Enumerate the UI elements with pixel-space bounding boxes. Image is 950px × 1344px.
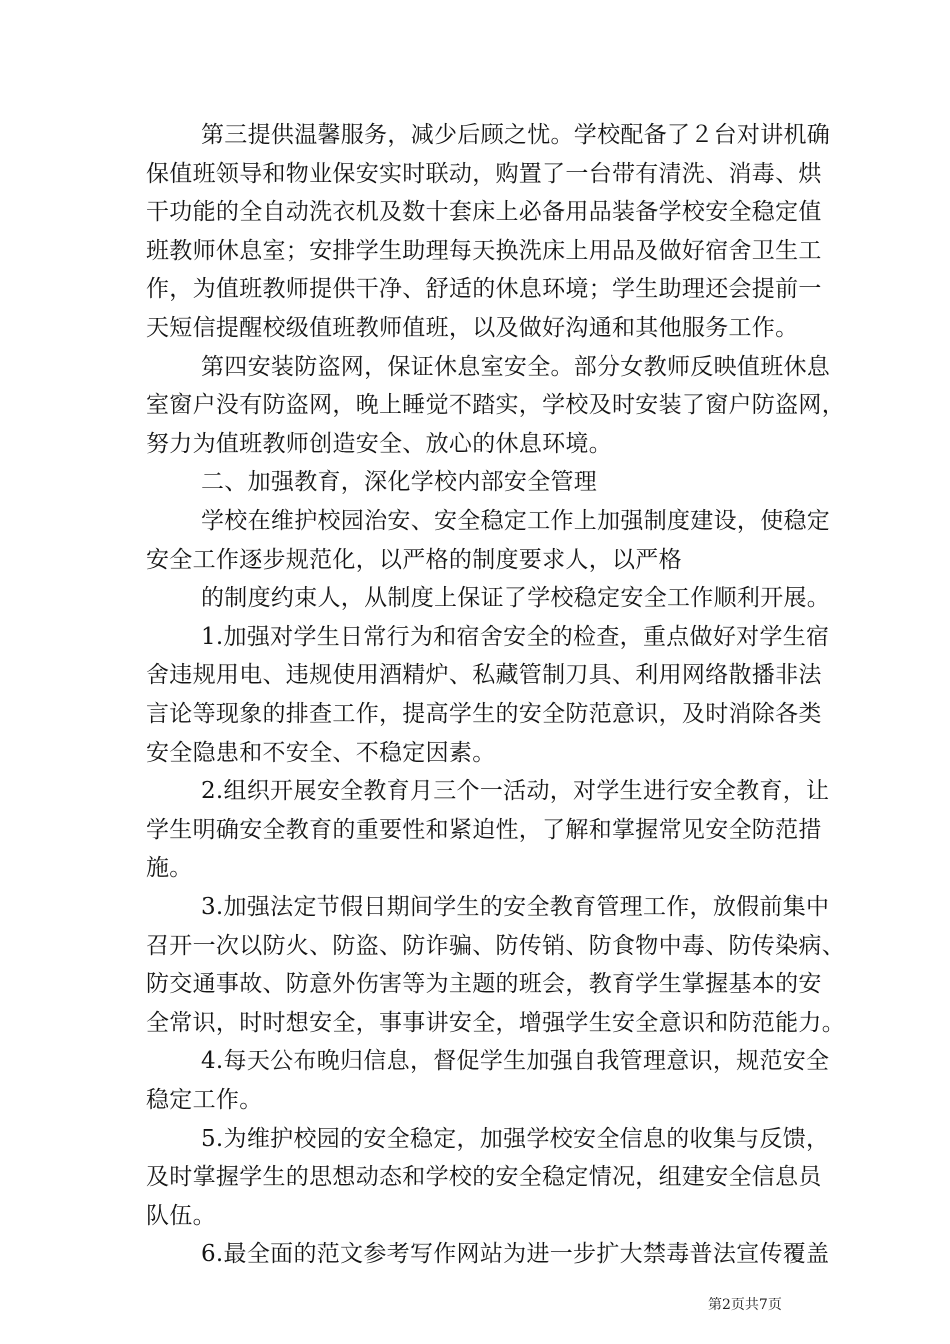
section-heading: 二、加强教育，深化学校内部安全管理 — [201, 469, 598, 495]
body-line-20: 施。 — [146, 855, 193, 881]
body-line-18: 2.组织开展安全教育月三个一活动，对学生进行安全教育，让 — [201, 778, 830, 804]
body-line-6: 天短信提醒校级值班教师值班，以及做好沟通和其他服务工作。 — [146, 315, 799, 341]
body-line-29: 队伍。 — [146, 1203, 216, 1229]
body-line-9: 努力为值班教师创造安全、放心的休息环境。 — [146, 431, 612, 457]
body-line-23: 防交通事故、防意外伤害等为主题的班会，教育学生掌握基本的安 — [146, 971, 822, 997]
body-line-4: 班教师休息室；安排学生助理每天换洗床上用品及做好宿舍卫生工 — [146, 238, 822, 264]
body-line-28: 及时掌握学生的思想动态和学校的安全稳定情况，组建安全信息员 — [146, 1164, 822, 1190]
body-line-1: 第三提供温馨服务，减少后顾之忧。学校配备了２台对讲机确 — [201, 122, 831, 148]
body-line-8: 室窗户没有防盗网，晚上睡觉不踏实，学校及时安装了窗户防盗网， — [146, 392, 845, 418]
body-line-16: 言论等现象的排查工作，提高学生的安全防范意识，及时消除各类 — [146, 701, 822, 727]
body-line-24: 全常识，时时想安全，事事讲安全，增强学生安全意识和防范能力。 — [146, 1010, 845, 1036]
body-line-11: 学校在维护校园治安、安全稳定工作上加强制度建设，使稳定 — [201, 508, 831, 534]
page-number: 第2页共7页 — [708, 1297, 782, 1313]
body-line-3: 干功能的全自动洗衣机及数十套床上必备用品装备学校安全稳定值 — [146, 199, 822, 225]
body-line-2: 保值班领导和物业保安实时联动，购置了一台带有清洗、消毒、烘 — [146, 161, 822, 187]
body-line-5: 作，为值班教师提供干净、舒适的休息环境；学生助理还会提前一 — [146, 276, 822, 302]
body-line-17: 安全隐患和不安全、不稳定因素。 — [146, 740, 496, 766]
body-line-25: 4.每天公布晚归信息，督促学生加强自我管理意识，规范安全 — [201, 1048, 830, 1074]
body-line-19: 学生明确安全教育的重要性和紧迫性，了解和掌握常见安全防范措 — [146, 817, 822, 843]
body-line-14: 1.加强对学生日常行为和宿舍安全的检查，重点做好对学生宿 — [201, 624, 830, 650]
body-line-7: 第四安装防盗网，保证休息室安全。部分女教师反映值班休息 — [201, 354, 831, 380]
body-line-21: 3.加强法定节假日期间学生的安全教育管理工作，放假前集中 — [201, 894, 830, 920]
body-line-30: 6.最全面的范文参考写作网站为进一步扩大禁毒普法宣传覆盖 — [201, 1241, 830, 1267]
body-line-26: 稳定工作。 — [146, 1087, 263, 1113]
body-line-27: 5.为维护校园的安全稳定，加强学校安全信息的收集与反馈， — [201, 1126, 830, 1152]
body-line-22: 召开一次以防火、防盗、防诈骗、防传销、防食物中毒、防传染病、 — [146, 933, 845, 959]
body-line-13: 的制度约束人，从制度上保证了学校稳定安全工作顺利开展。 — [201, 585, 831, 611]
body-line-12: 安全工作逐步规范化，以严格的制度要求人，以严格 — [146, 547, 682, 573]
body-line-15: 舍违规用电、违规使用酒精炉、私藏管制刀具、利用网络散播非法 — [146, 662, 822, 688]
